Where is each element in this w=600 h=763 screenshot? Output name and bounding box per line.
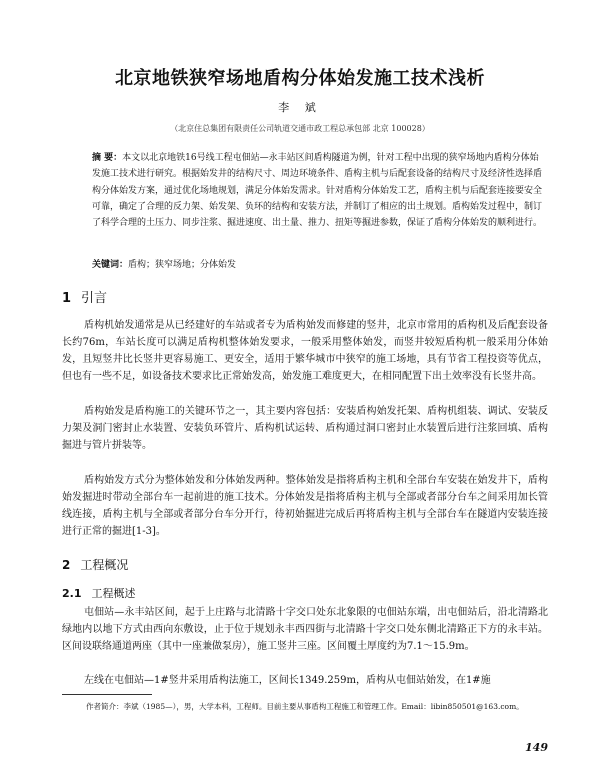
- subsection-heading-overview: [62, 585, 136, 601]
- keywords-label: 关键词：: [92, 260, 129, 270]
- keywords-text: 盾构；狭窄场地；分体始发: [128, 260, 237, 270]
- abstract-text: 本文以北京地铁16号线工程屯佃站—永丰站区间盾构隧道为例，针对工程中出现的狭窄场地内盾构分体始发施工技术进行研究。根据始发井的结构尺寸、周边环境条件、盾构主机与后配套设备的结构尺寸及经济性选择盾构分体始发方案，通过优化场地规划，满足分体始发需求。针对盾构分体始发工艺，盾构主机与后配套连接要安全可靠，确定了合理的反力架、始发架、负环的结构和安装方法，并制订了相应的出土规划。盾构始发过程中，制订了科学合理的土压力、同步注浆、掘进速度、出土量、推力、扭矩等掘进参数，保证了盾构分体始发的顺利进行。: [92, 153, 543, 229]
- body-paragraph: 盾构机始发通常是从已经建好的车站或者专为盾构始发而修建的竖井，北京市常用的盾构机及后配套设备长约76m，车站长度可以满足盾构机整体始发要求，一般采用整体始发，而竖井较短盾构机一般采用分体始发，且短竖井比长竖井更容易施工、更安全，适用于繁华城市中狭窄的施工场地，具有节省工程投资等优点，但也有一些不足，如设备技术要求比正常始发高，始发施工难度更大，在相同配置下出土效率没有长竖井高。: [62, 320, 548, 383]
- keywords: [92, 258, 544, 272]
- paper-title: 北京地铁狭窄场地盾构分体始发施工技术浅析: [115, 68, 485, 89]
- author-affiliation: （北京住总集团有限责任公司轨道交通市政工程总承包部 北京 100028）: [170, 124, 430, 133]
- section-title: 引言: [81, 291, 108, 306]
- author-name: 李 斌: [278, 101, 322, 114]
- abstract: [92, 150, 544, 231]
- body-paragraph: 盾构始发方式分为整体始发和分体始发两种。整体始发是指将盾构主机和全部台车安装在始发井下，盾构始发掘进时带动全部台车一起前进的施工技术。分体始发是指将盾构主机与全部或者部分台车之间采用加长管线连接，盾构主机与全部或者部分台车分开行，待初始掘进完成后再将盾构主机与全部台车在隧道内安装连接进行正常的掘进[1-3]。: [62, 475, 548, 538]
- section-number: 1: [62, 291, 72, 306]
- subsection-number: 2.1: [62, 587, 82, 600]
- abstract-label: 摘 要：: [92, 153, 123, 163]
- section-heading-project-overview: [62, 556, 128, 573]
- section-number: 2: [62, 558, 71, 572]
- body-paragraph: 盾构始发是盾构施工的关键环节之一，其主要内容包括：安装盾构始发托架、盾构机组装、调试、安装反力架及洞门密封止水装置、安装负环管片、盾构机试运转、盾构通过洞口密封止水装置后进行注浆回填、盾构掘进与管片拼装等。: [62, 406, 548, 452]
- subsection-title: 工程概述: [91, 587, 136, 600]
- page-number: 149: [525, 741, 548, 754]
- section-title: 工程概况: [80, 558, 129, 572]
- footnote-divider: [62, 694, 152, 695]
- body-paragraph: 屯佃站—永丰站区间，起于上庄路与北清路十字交口处东北象限的屯佃站东端，出屯佃站后，沿北清路北绿地内以地下方式由西向东敷设，止于位于规划永丰西四街与北清路十字交口处东侧北清路正下方的永丰站。区间设联络通道两座（其中一座兼做泵房），施工竖井三座。区间覆土厚度约为7.1～15.9m。: [62, 607, 548, 653]
- body-paragraph: 左线在屯佃站—1#竖井采用盾构法施工，区间长1349.259m，盾构从屯佃站始发，在1#施: [84, 675, 491, 686]
- author-footnote: 作者简介：李斌（1985—），男，大学本科，工程师。目前主要从事盾构工程施工和管理工作。Email：libin850501@163.com。: [86, 702, 524, 711]
- section-heading-introduction: [62, 287, 107, 306]
